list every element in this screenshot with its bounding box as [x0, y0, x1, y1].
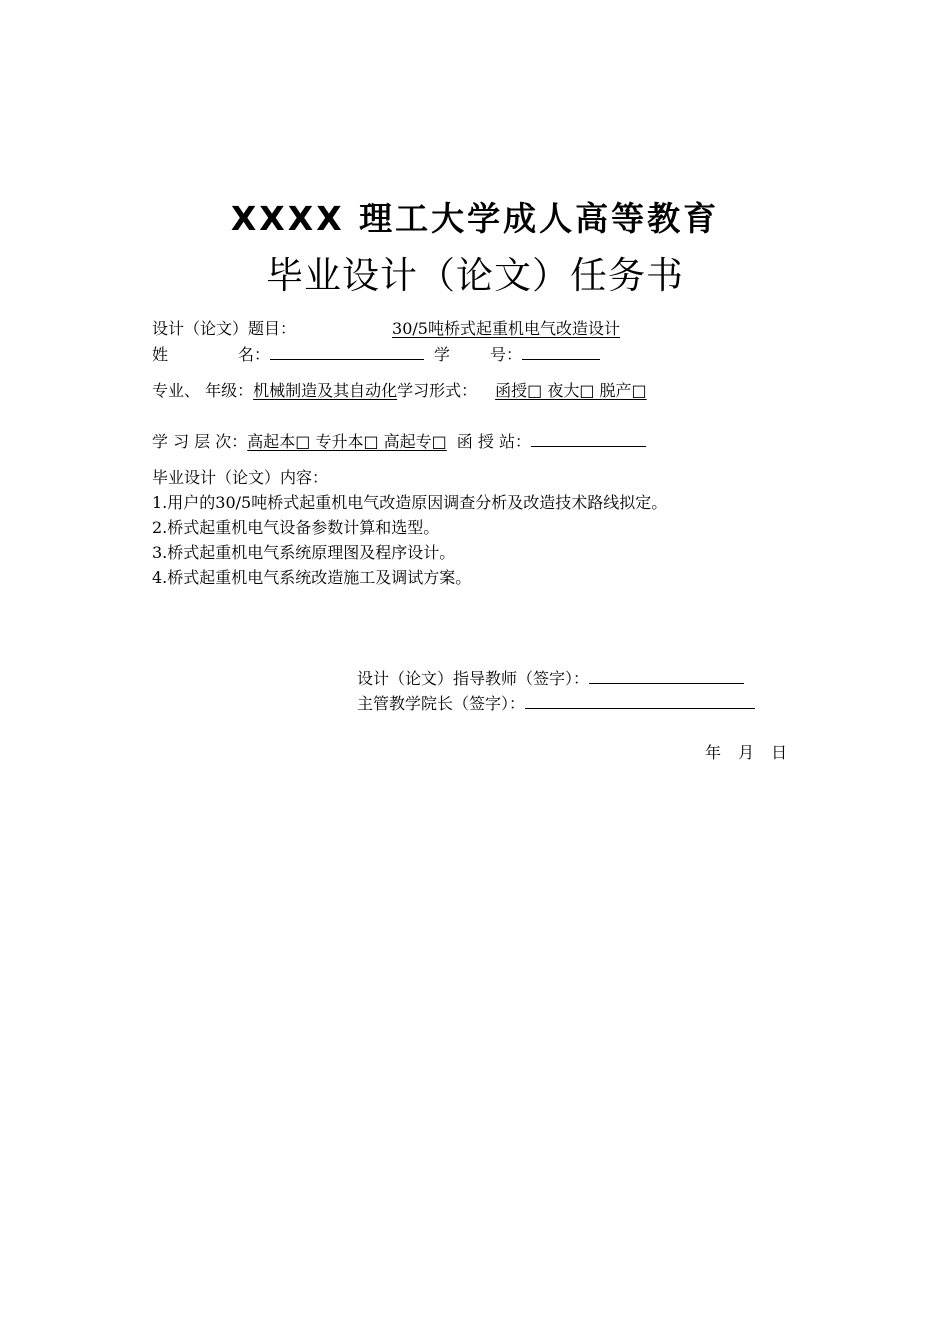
station-label: 函 授 站：	[456, 432, 531, 451]
name-field[interactable]	[270, 343, 424, 360]
level-label: 学 习 层 次：	[152, 432, 248, 451]
name-label-2: 名：	[238, 345, 271, 364]
dean-label: 主管教学院长（签字）：	[357, 694, 526, 713]
major-row	[152, 380, 657, 402]
name-id-row	[152, 343, 600, 366]
topic-label: 设计（论文）题目：	[152, 319, 297, 338]
student-id-field[interactable]	[522, 343, 600, 360]
content-item-2: 2.桥式起重机电气设备参数计算和选型。	[152, 518, 440, 537]
level-options[interactable]: 高起本□ 专升本□ 高起专□	[247, 432, 447, 451]
level-row	[152, 430, 646, 453]
advisor-label: 设计（论文）指导教师（签字）：	[357, 669, 590, 688]
document-title: 毕业设计（论文）任务书	[266, 254, 684, 297]
date-line: 年 月 日	[705, 743, 788, 762]
id-label-1: 学	[434, 345, 451, 364]
name-label-1: 姓	[152, 345, 169, 364]
major-label: 专业、 年级：	[152, 381, 254, 400]
dean-signature-field[interactable]	[525, 692, 755, 709]
content-item-3: 3.桥式起重机电气系统原理图及程序设计。	[152, 543, 456, 562]
content-item-4: 4.桥式起重机电气系统改造施工及调试方案。	[152, 568, 472, 587]
major-value: 机械制造及其自动化	[253, 381, 398, 400]
topic-value: 30/5吨桥式起重机电气改造设计	[392, 319, 620, 338]
study-form-label: 学习形式：	[397, 381, 478, 400]
study-form-options[interactable]: 函授□ 夜大□ 脱产□	[495, 381, 647, 400]
dean-signature-row	[357, 692, 755, 715]
id-label-2: 号：	[490, 345, 523, 364]
topic-row	[152, 318, 736, 340]
content-heading: 毕业设计（论文）内容：	[152, 468, 329, 487]
university-title: XXXX 理工大学成人高等教育	[230, 199, 720, 238]
content-item-1: 1.用户的30/5吨桥式起重机电气改造原因调查分析及改造技术路线拟定。	[152, 493, 668, 512]
advisor-signature-row	[357, 667, 744, 690]
advisor-signature-field[interactable]	[589, 667, 744, 684]
station-field[interactable]	[531, 430, 646, 447]
